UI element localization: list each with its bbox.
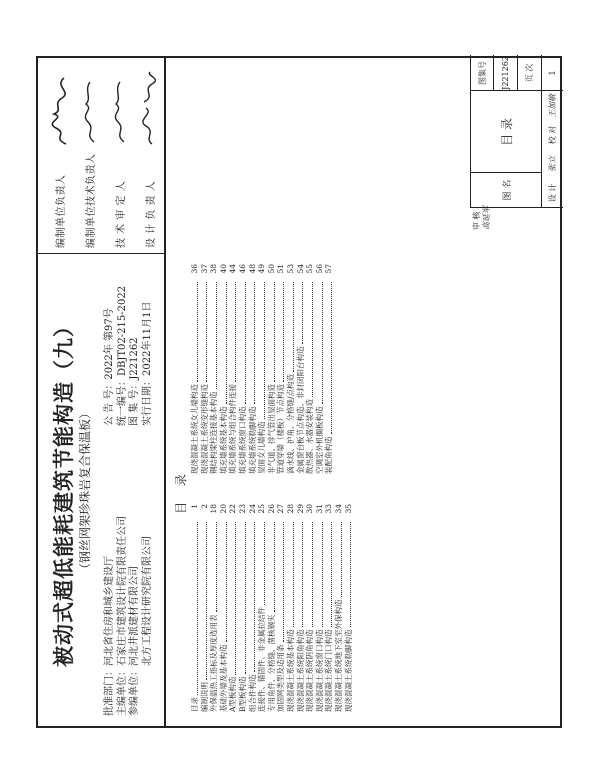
- toc-leader-dots: [326, 282, 332, 435]
- toc-entry-title: 现浇混凝土系统变形缝构造: [199, 384, 209, 474]
- toc-entry: [228, 264, 238, 474]
- title-name-label: 图 名: [502, 179, 513, 201]
- toc-leader-dots: [278, 282, 284, 382]
- toc-entry-page: 29: [295, 504, 305, 514]
- toc-entry-title: 现浇混凝土系统门口构造: [324, 629, 334, 712]
- toc-entry-page: 30: [305, 504, 315, 514]
- toc-entry-page: 57: [324, 264, 334, 274]
- approval-value: 河北省住房和城乡建设厅: [104, 556, 115, 666]
- toc-entry-page: 51: [276, 264, 286, 274]
- toc-entry-page: 55: [305, 264, 315, 274]
- toc-entry-title: 现浇混凝土系统阴角构造: [305, 629, 315, 712]
- toc-entry-title: 散热器、水器安装构造: [305, 399, 315, 474]
- approval-label: 批准部门：: [104, 666, 115, 716]
- toc-entry-title: 管道穿墙（楼板）节点构造: [276, 384, 286, 474]
- toc-entry: [190, 504, 200, 712]
- toc-entry-title: 现浇混凝土系统勒脚构造: [343, 629, 353, 712]
- toc-entry: [209, 504, 219, 712]
- page-label: 页 次: [524, 63, 534, 83]
- reviewer-signature: 高延军: [482, 206, 491, 230]
- toc-entry-title: 钢结构梁柱连接基本构造: [209, 391, 219, 474]
- notice-value: 2022年 第97号: [104, 308, 115, 380]
- toc-entry-title: 填充墙系统窗口构造: [237, 406, 247, 474]
- toc-entry: [219, 504, 229, 712]
- toc-entry-page: 50: [266, 264, 276, 274]
- toc-leader-dots: [221, 522, 227, 643]
- responsible-row: [74, 58, 104, 248]
- toc-entry: [200, 504, 210, 712]
- toc-entry-page: 56: [314, 264, 324, 274]
- toc-entry-page: 18: [209, 504, 219, 514]
- toc-entry: [276, 504, 286, 712]
- header-separator: [164, 58, 166, 726]
- notice-label: 公 告 号：: [104, 379, 115, 426]
- notice-label: 图 集 号：: [129, 379, 140, 426]
- set-number-value: J221262: [500, 56, 510, 90]
- toc-leader-dots: [307, 282, 313, 397]
- toc-entry-title: A型板构造: [228, 676, 238, 712]
- toc-entry-page: 33: [324, 504, 334, 514]
- set-number-label: 图集号: [477, 61, 487, 85]
- toc-entry: [209, 264, 219, 474]
- toc-entry: [315, 264, 325, 474]
- toc-entry-page: 1: [190, 504, 199, 509]
- toc-entry: [334, 504, 344, 712]
- responsible-label: 技 术 审 定 人: [115, 180, 127, 248]
- toc-entry-title: 填充墙系统基本构造: [218, 406, 228, 474]
- toc-entry: [296, 264, 306, 474]
- toc-leader-dots: [326, 522, 332, 628]
- toc-leader-dots: [278, 522, 284, 643]
- header-divider: [38, 253, 164, 254]
- toc-entry: [200, 264, 210, 474]
- toc-entry: [276, 264, 286, 474]
- toc-entry-title: 基础外墙及基本构造: [218, 644, 228, 712]
- reviewer-block: [472, 206, 492, 230]
- toc-entry: [305, 504, 315, 712]
- toc-entry: [248, 504, 258, 712]
- toc-entry: [305, 264, 315, 474]
- toc-entry-page: 27: [276, 504, 286, 514]
- toc-entry-page: 26: [266, 504, 276, 514]
- toc-leader-dots: [201, 522, 207, 680]
- approval-label: 主编单位：: [116, 666, 128, 716]
- toc-entry-title: 连接件、锚固件、非金属拉结件: [257, 607, 267, 712]
- toc-leader-dots: [240, 282, 246, 405]
- signature-image: [138, 68, 162, 148]
- responsible-row: [44, 58, 74, 248]
- toc-entry: [267, 504, 277, 712]
- toc-entry: [286, 504, 296, 712]
- page-value: 1: [547, 70, 557, 76]
- toc-leader-dots: [221, 282, 227, 405]
- toc-leader-dots: [269, 282, 275, 382]
- toc-entry-page: 23: [237, 504, 247, 514]
- toc-entry-page: 36: [190, 264, 199, 274]
- toc-entry: [267, 264, 277, 474]
- approval-info: [104, 516, 154, 716]
- toc-entry-page: 25: [257, 504, 267, 514]
- approval-value: 石家庄市建筑设计院有限责任公司: [116, 516, 128, 666]
- notice-value: 2022年11月1日: [141, 301, 153, 376]
- toc-entry-page: 53: [285, 264, 295, 274]
- toc-entry-title: 空调室外机搁板构造: [314, 406, 324, 474]
- toc-leader-dots: [269, 522, 275, 613]
- document-subtitle: （钢丝网架珍珠岩复合保温板）: [78, 407, 92, 576]
- toc-entry: [315, 504, 325, 712]
- toc-entry-page: 31: [314, 504, 324, 514]
- responsible-row: [104, 58, 134, 248]
- toc-leader-dots: [211, 522, 217, 613]
- toc-entry-title: 装配角构造: [324, 436, 334, 474]
- approval-value: 北方工程设计研究院有限公司: [141, 536, 153, 666]
- toc-entry-title: 专用角件、分格缝、凿核钢夹: [266, 614, 276, 712]
- toc-entry-page: 49: [257, 264, 267, 274]
- toc-leader-dots: [288, 282, 294, 372]
- toc-entry-title: 现浇混凝土系统地下室至外保构造: [333, 599, 343, 712]
- drawing-frame: [36, 56, 562, 728]
- toc-entry: [296, 504, 306, 712]
- toc-leader-dots: [345, 522, 351, 628]
- toc-entry: [257, 264, 267, 474]
- toc-entry-page: 37: [199, 264, 209, 274]
- toc-entry: [238, 264, 248, 474]
- toc-entry-title: 现浇混凝土系统窗口构造: [314, 629, 324, 712]
- toc-entry-page: 2: [199, 504, 209, 509]
- toc-entry-title: 金属窗台板节点构造、非封闭阳台构造: [295, 346, 305, 474]
- toc-leader-dots: [259, 522, 265, 605]
- responsible-label: 编制单位技术负责人: [85, 153, 97, 248]
- toc-entry: [228, 504, 238, 712]
- toc-leader-dots: [317, 282, 323, 405]
- toc-leader-dots: [192, 282, 198, 382]
- toc-entry-page: 22: [228, 504, 238, 514]
- toc-leader-dots: [249, 282, 255, 405]
- signature-image: [48, 68, 72, 148]
- toc-leader-dots: [201, 282, 207, 382]
- toc-entry-page: 35: [343, 504, 353, 514]
- notice-label: 统一编号：: [116, 376, 128, 426]
- toc-leader-dots: [288, 522, 294, 628]
- toc-entry-page: 44: [228, 264, 238, 274]
- toc-entry: [190, 264, 200, 474]
- responsible-label: 编制单位负责人: [55, 174, 67, 248]
- toc-leader-dots: [230, 522, 236, 675]
- toc-entry-title: 外保温热工指标及厚度选用表: [209, 614, 219, 712]
- toc-entry-page: 34: [333, 504, 343, 514]
- approval-label: 参编单位：: [129, 666, 140, 716]
- checker-signature: 王加敏: [547, 94, 557, 118]
- toc-leader-dots: [192, 522, 198, 695]
- toc-entry-page: 40: [218, 264, 228, 274]
- toc-entry: [324, 264, 334, 474]
- toc-leader-dots: [211, 282, 217, 390]
- responsible-persons: [44, 58, 164, 248]
- toc-entry-title: 填充墙系统勒脚构造: [247, 406, 257, 474]
- toc-entry-title: 现浇混凝土系统阳角构造: [295, 629, 305, 712]
- toc-entry: [248, 264, 258, 474]
- notice-value: DBJT02-215-2022: [116, 285, 128, 376]
- notice-value: J221262: [129, 337, 140, 380]
- toc-entry-title: B型板构造: [237, 676, 247, 712]
- title-block: [470, 55, 563, 208]
- toc-entry-page: 38: [209, 264, 219, 274]
- title-name-value: 目 录: [499, 118, 514, 146]
- toc-entry-title: 现浇混凝土系统基本构造: [285, 629, 295, 712]
- toc-leader-dots: [240, 522, 246, 674]
- toc-entry: [344, 504, 354, 712]
- toc-entry: [257, 504, 267, 712]
- toc-entry-title: 屋面女儿墙构造: [257, 421, 267, 474]
- toc-leader-dots: [259, 282, 265, 420]
- design-label: 设 计: [547, 183, 557, 203]
- toc-leader-dots: [297, 282, 303, 345]
- toc-leader-dots: [307, 522, 313, 628]
- signature-image: [108, 68, 132, 148]
- toc-entry-page: 48: [247, 264, 257, 274]
- toc-entry-title: 加固网类型及适用条: [276, 644, 286, 712]
- toc-entry-title: 组合件构造: [247, 674, 257, 712]
- responsible-label: 设 计 负 责 人: [145, 180, 157, 248]
- toc-entry: [238, 504, 248, 712]
- toc-entry-title: 非气道、排气管出屋面构造: [266, 384, 276, 474]
- document-title: 被动式超低能耗建筑节能构造（九）: [51, 315, 76, 667]
- toc-leader-dots: [249, 522, 255, 673]
- responsible-row: [134, 58, 164, 248]
- toc-entry: [286, 264, 296, 474]
- notice-label: 实行日期：: [141, 376, 153, 426]
- notice-info: [104, 286, 154, 426]
- approval-value: 河北井派建材有限公司: [129, 566, 140, 666]
- toc-entry-page: 20: [218, 504, 228, 514]
- toc-entry-title: 现浇混凝土系统女儿墙构造: [190, 384, 199, 474]
- designer-signature: 张立: [547, 156, 557, 172]
- check-label: 校 对: [547, 125, 557, 145]
- review-label: 审 核: [472, 211, 481, 230]
- toc-entry: [219, 264, 229, 474]
- toc-right-column: [190, 264, 334, 474]
- toc-leader-dots: [336, 522, 342, 598]
- toc-entry-title: 编制说明: [199, 682, 209, 712]
- toc-leader-dots: [230, 282, 236, 382]
- toc-entry-page: 24: [247, 504, 257, 514]
- toc-entry-title: 目录: [190, 697, 199, 712]
- toc-leader-dots: [317, 522, 323, 628]
- toc-entry-page: 46: [237, 264, 247, 274]
- toc-entry-page: 54: [295, 264, 305, 274]
- toc-heading: 目 录: [174, 468, 188, 514]
- toc-entry: [324, 504, 334, 712]
- toc-entry-page: 28: [285, 504, 295, 514]
- toc-left-column: [190, 504, 353, 712]
- toc-entry-title: 填充墙系统与组合构件连接: [228, 384, 238, 474]
- signature-image: [78, 68, 102, 148]
- toc-entry-title: 滴水线、护角、分格缝/点构造: [285, 373, 295, 474]
- toc-leader-dots: [297, 522, 303, 628]
